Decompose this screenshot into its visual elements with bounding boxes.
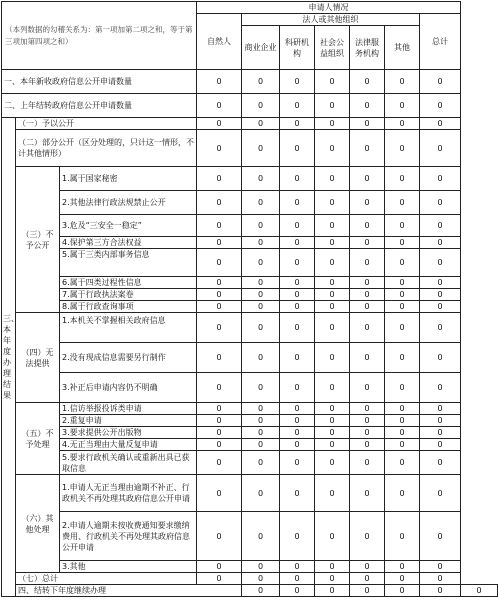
cell-value: 0 <box>315 215 350 237</box>
cell-value: 0 <box>280 191 315 215</box>
cell-value: 0 <box>315 373 350 403</box>
table-row <box>2 70 498 94</box>
cell-value: 0 <box>350 215 385 237</box>
cell-value: 0 <box>242 301 280 313</box>
row-label: 3.补正后申请内容仍不明确 <box>60 373 197 403</box>
table-row <box>2 451 498 475</box>
cell-value: 0 <box>242 512 280 561</box>
cell-value: 0 <box>385 94 420 118</box>
cell-value: 0 <box>280 439 315 451</box>
row-label: 一、本年新收政府信息公开申请数量 <box>2 70 197 94</box>
table-row <box>2 403 498 415</box>
cell-value: 0 <box>242 373 280 403</box>
cell-value: 0 <box>197 70 242 94</box>
table-row <box>2 191 498 215</box>
cell-value: 0 <box>197 130 242 167</box>
header-legal-group: 法人或其他组织 <box>242 14 420 26</box>
row-label: 1.信访举报投诉类申请 <box>60 403 197 415</box>
row-label: （一）予以公开 <box>16 118 197 130</box>
table-row <box>2 94 498 118</box>
col-natural-person: 自然人 <box>197 14 242 70</box>
cell-value: 0 <box>420 512 461 561</box>
cell-value: 0 <box>197 215 242 237</box>
cell-value: 0 <box>350 415 385 427</box>
cell-value: 0 <box>315 94 350 118</box>
cell-value: 0 <box>197 249 242 277</box>
cell-value: 0 <box>197 415 242 427</box>
table-row <box>2 439 498 451</box>
cell-value: 0 <box>242 191 280 215</box>
cell-value: 0 <box>242 237 280 249</box>
cell-value: 0 <box>197 118 242 130</box>
cell-value: 0 <box>280 475 315 512</box>
cell-value: 0 <box>420 573 461 585</box>
cell-value: 0 <box>385 130 420 167</box>
cell-value: 0 <box>350 403 385 415</box>
cell-value: 0 <box>315 301 350 313</box>
cell-value: 0 <box>420 415 461 427</box>
row-label: 6.属于四类过程性信息 <box>60 277 197 289</box>
cell-value: 0 <box>420 167 461 191</box>
cell-value: 0 <box>420 585 461 597</box>
row-label: 2.其他法律行政法规禁止公开 <box>60 191 197 215</box>
cell-value: 0 <box>350 439 385 451</box>
cell-value: 0 <box>315 191 350 215</box>
cell-value: 0 <box>197 475 242 512</box>
cell-value: 0 <box>420 70 461 94</box>
cell-value: 0 <box>315 343 350 373</box>
row-label: （七）总计 <box>16 573 197 585</box>
cell-value: 0 <box>420 313 461 343</box>
cell-value: 0 <box>385 70 420 94</box>
cell-value: 0 <box>197 94 242 118</box>
table-row <box>2 415 498 427</box>
cell-value: 0 <box>197 289 242 301</box>
cell-value: 0 <box>242 94 280 118</box>
table-row <box>2 289 498 301</box>
cell-value: 0 <box>420 237 461 249</box>
cell-value: 0 <box>197 237 242 249</box>
col-other: 其他 <box>385 26 420 70</box>
cell-value: 0 <box>315 237 350 249</box>
cell-value: 0 <box>350 191 385 215</box>
cell-value: 0 <box>242 451 280 475</box>
cell-value: 0 <box>350 585 385 597</box>
table-row <box>2 573 498 585</box>
cell-value: 0 <box>385 237 420 249</box>
cell-value: 0 <box>197 561 242 573</box>
cell-value: 0 <box>350 237 385 249</box>
cell-value: 0 <box>315 415 350 427</box>
cell-value: 0 <box>280 237 315 249</box>
row-label: 1.申请人无正当理由逾期不补正、行政机关不再处理其政府信息公开申请 <box>60 475 197 512</box>
cell-value: 0 <box>385 277 420 289</box>
cell-value: 0 <box>385 313 420 343</box>
col-legal-service: 法律服务机构 <box>350 26 385 70</box>
cell-value: 0 <box>350 475 385 512</box>
cell-value: 0 <box>197 373 242 403</box>
cell-value: 0 <box>315 439 350 451</box>
cell-value: 0 <box>280 512 315 561</box>
row-label: 3.危及“三安全一稳定” <box>60 215 197 237</box>
header-row-1 <box>2 2 498 14</box>
cell-value: 0 <box>385 343 420 373</box>
cell-value: 0 <box>280 451 315 475</box>
cell-value: 0 <box>197 573 242 585</box>
cell-value: 0 <box>420 130 461 167</box>
table-row <box>2 313 498 343</box>
cell-value: 0 <box>242 415 280 427</box>
cell-value: 0 <box>350 451 385 475</box>
table-row <box>2 512 498 561</box>
cell-value: 0 <box>385 439 420 451</box>
cell-value: 0 <box>242 70 280 94</box>
cell-value: 0 <box>350 289 385 301</box>
cell-value: 0 <box>350 343 385 373</box>
table-row <box>2 167 498 191</box>
cell-value: 0 <box>315 130 350 167</box>
cell-value: 0 <box>385 475 420 512</box>
cell-value: 0 <box>350 277 385 289</box>
cell-value: 0 <box>197 427 242 439</box>
row-label: 2.没有现成信息需要另行制作 <box>60 343 197 373</box>
table-row <box>2 277 498 289</box>
cell-value: 0 <box>350 561 385 573</box>
col-commercial: 商业企业 <box>242 26 280 70</box>
cell-value: 0 <box>315 249 350 277</box>
cell-value: 0 <box>420 191 461 215</box>
row-label: 2.申请人逾期未按收费通知要求缴纳费用、行政机关不再处理其政府信息公开申请 <box>60 512 197 561</box>
cell-value: 0 <box>385 191 420 215</box>
cell-value: 0 <box>280 313 315 343</box>
cell-value: 0 <box>280 94 315 118</box>
cell-value: 0 <box>197 301 242 313</box>
row-label: 2.重复申请 <box>60 415 197 427</box>
cell-value: 0 <box>242 118 280 130</box>
cell-value: 0 <box>350 130 385 167</box>
cell-value: 0 <box>280 561 315 573</box>
cell-value: 0 <box>350 118 385 130</box>
cell-value: 0 <box>385 215 420 237</box>
cell-value: 0 <box>420 475 461 512</box>
cell-value: 0 <box>242 427 280 439</box>
row-label: 四、结转下年度继续办理 <box>16 585 242 597</box>
table-row <box>2 237 498 249</box>
gov-info-disclosure-table <box>1 1 498 597</box>
col-research: 科研机构 <box>280 26 315 70</box>
table-row <box>2 475 498 512</box>
cell-value: 0 <box>242 289 280 301</box>
cell-value: 0 <box>350 313 385 343</box>
table-row <box>2 130 498 167</box>
cell-value: 0 <box>280 277 315 289</box>
row-label: 二、上年结转政府信息公开申请数量 <box>2 94 197 118</box>
cell-value: 0 <box>280 301 315 313</box>
table-row <box>2 118 498 130</box>
cell-value: 0 <box>197 451 242 475</box>
cell-value: 0 <box>420 561 461 573</box>
cell-value: 0 <box>315 277 350 289</box>
row-label: （二）部分公开（区分处理的，只计这一情形，不计其他情形） <box>16 130 197 167</box>
group-label: （四）无法提供 <box>16 313 60 403</box>
row-label: 8.属于行政查询事项 <box>60 301 197 313</box>
cell-value: 0 <box>385 415 420 427</box>
header-note: （本列数据的勾稽关系为：第一项加第二项之和，等于第三项加第四项之和） <box>2 2 197 70</box>
cell-value: 0 <box>242 277 280 289</box>
cell-value: 0 <box>385 451 420 475</box>
col-public-welfare: 社会公益组织 <box>315 26 350 70</box>
table-row <box>2 561 498 573</box>
cell-value: 0 <box>280 373 315 403</box>
cell-value: 0 <box>350 573 385 585</box>
cell-value: 0 <box>280 215 315 237</box>
header-applicant-situation: 申请人情况 <box>197 2 461 14</box>
table-row <box>2 585 498 597</box>
row-label: 7.属于行政执法案卷 <box>60 289 197 301</box>
table-row <box>2 343 498 373</box>
cell-value: 0 <box>350 301 385 313</box>
cell-value: 0 <box>280 585 315 597</box>
cell-value: 0 <box>242 249 280 277</box>
cell-value: 0 <box>197 167 242 191</box>
cell-value: 0 <box>315 313 350 343</box>
cell-value: 0 <box>315 585 350 597</box>
cell-value: 0 <box>242 403 280 415</box>
cell-value: 0 <box>280 167 315 191</box>
cell-value: 0 <box>420 118 461 130</box>
cell-value: 0 <box>315 451 350 475</box>
cell-value: 0 <box>350 373 385 403</box>
cell-value: 0 <box>420 249 461 277</box>
row-label: 4.保护第三方合法权益 <box>60 237 197 249</box>
cell-value: 0 <box>280 415 315 427</box>
cell-value: 0 <box>420 289 461 301</box>
cell-value: 0 <box>242 561 280 573</box>
cell-value: 0 <box>197 313 242 343</box>
cell-value: 0 <box>315 403 350 415</box>
group-label: （三）不予公开 <box>16 167 60 313</box>
cell-value: 0 <box>280 70 315 94</box>
cell-value: 0 <box>315 573 350 585</box>
cell-value: 0 <box>242 343 280 373</box>
cell-value: 0 <box>315 561 350 573</box>
cell-value: 0 <box>420 301 461 313</box>
table-row <box>2 215 498 237</box>
cell-value: 0 <box>197 277 242 289</box>
cell-value: 0 <box>385 289 420 301</box>
cell-value: 0 <box>315 512 350 561</box>
cell-value: 0 <box>385 167 420 191</box>
row-label: 5.要求行政机关确认或重新出具已获取信息 <box>60 451 197 475</box>
cell-value: 0 <box>385 301 420 313</box>
cell-value: 0 <box>420 343 461 373</box>
cell-value: 0 <box>420 439 461 451</box>
cell-value: 0 <box>315 70 350 94</box>
cell-value: 0 <box>242 215 280 237</box>
cell-value: 0 <box>315 167 350 191</box>
cell-value: 0 <box>280 249 315 277</box>
table-row <box>2 301 498 313</box>
cell-value: 0 <box>350 167 385 191</box>
cell-value: 0 <box>197 403 242 415</box>
cell-value: 0 <box>280 343 315 373</box>
cell-value: 0 <box>242 313 280 343</box>
col-total: 总计 <box>420 14 461 70</box>
cell-value: 0 <box>242 475 280 512</box>
group-label: （五）不予处理 <box>16 403 60 475</box>
cell-value: 0 <box>280 573 315 585</box>
cell-value: 0 <box>242 585 280 597</box>
cell-value: 0 <box>197 191 242 215</box>
cell-value: 0 <box>385 561 420 573</box>
group-label: （六）其他处理 <box>16 475 60 573</box>
cell-value: 0 <box>385 403 420 415</box>
cell-value: 0 <box>420 373 461 403</box>
cell-value: 0 <box>420 451 461 475</box>
cell-value: 0 <box>385 249 420 277</box>
cell-value: 0 <box>315 475 350 512</box>
cell-value: 0 <box>315 289 350 301</box>
table-row <box>2 427 498 439</box>
cell-value: 0 <box>420 403 461 415</box>
cell-value: 0 <box>242 439 280 451</box>
table-row <box>2 373 498 403</box>
cell-value: 0 <box>385 373 420 403</box>
cell-value: 0 <box>197 439 242 451</box>
cell-value: 0 <box>280 427 315 439</box>
cell-value: 0 <box>280 403 315 415</box>
cell-value: 0 <box>385 585 420 597</box>
cell-value: 0 <box>350 94 385 118</box>
cell-value: 0 <box>315 427 350 439</box>
cell-value: 0 <box>420 215 461 237</box>
row-label: 3.其他 <box>60 561 197 573</box>
cell-value: 0 <box>385 427 420 439</box>
cell-value: 0 <box>280 289 315 301</box>
cell-value: 0 <box>385 573 420 585</box>
row-label: 5.属于三类内部事务信息 <box>60 249 197 277</box>
cell-value: 0 <box>420 94 461 118</box>
cell-value: 0 <box>350 70 385 94</box>
cell-value: 0 <box>385 118 420 130</box>
cell-value: 0 <box>197 512 242 561</box>
cell-value: 0 <box>385 512 420 561</box>
cell-value: 0 <box>350 427 385 439</box>
cell-value: 0 <box>242 573 280 585</box>
row-label: 1.本机关不掌握相关政府信息 <box>60 313 197 343</box>
row-label: 4.无正当理由大量反复申请 <box>60 439 197 451</box>
cell-value: 0 <box>420 427 461 439</box>
cell-value: 0 <box>197 343 242 373</box>
row-label: 3.要求提供公开出版物 <box>60 427 197 439</box>
cell-value: 0 <box>280 118 315 130</box>
cell-value: 0 <box>461 585 498 597</box>
table-row <box>2 249 498 277</box>
cell-value: 0 <box>242 167 280 191</box>
cell-value: 0 <box>350 512 385 561</box>
cell-value: 0 <box>280 130 315 167</box>
cell-value: 0 <box>315 118 350 130</box>
cell-value: 0 <box>350 249 385 277</box>
row-label: 1.属于国家秘密 <box>60 167 197 191</box>
section3-label: 三、本年度办理结果 <box>2 118 16 597</box>
cell-value: 0 <box>242 130 280 167</box>
cell-value: 0 <box>420 277 461 289</box>
